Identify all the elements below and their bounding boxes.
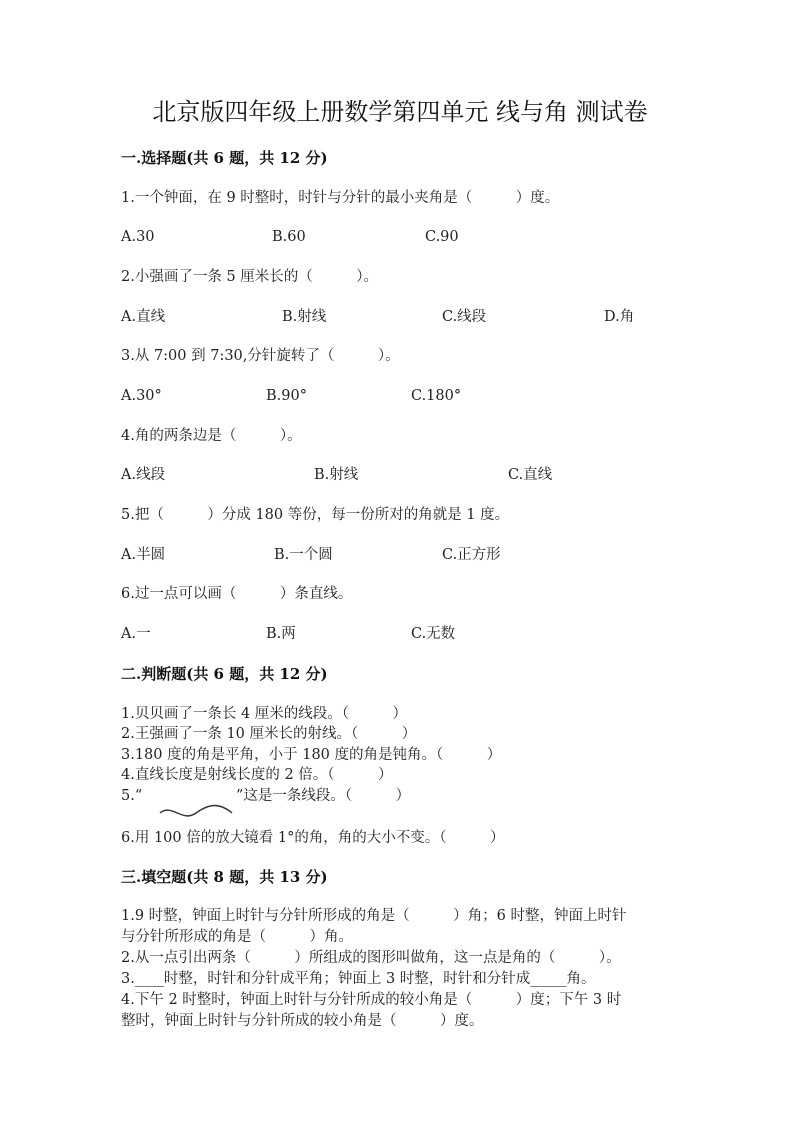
option: C.直线 (508, 467, 553, 483)
option: A.30 (121, 229, 155, 245)
fill-line: 1.9 时整，钟面上时针与分针所形成的角是（ ）角；6 时整，钟面上时针 (121, 908, 627, 924)
option: D.角 (604, 309, 635, 325)
fill-line: 与分针所形成的角是（ ）角。 (121, 929, 353, 945)
option: B.60 (272, 229, 306, 245)
judge-item: 6.用 100 倍的放大镜看 1°的角，角的大小不变。（ ） (121, 830, 505, 846)
option: A.半圆 (121, 547, 166, 563)
option: A.30° (121, 388, 162, 404)
option: C.90 (425, 229, 459, 245)
judge-item: 4.直线长度是射线长度的 2 倍。（ ） (121, 767, 393, 783)
option: A.直线 (121, 309, 166, 325)
question-stem: 6.过一点可以画（ ）条直线。 (121, 586, 353, 602)
question-stem: 5.把（ ）分成 180 等份，每一份所对的角就是 1 度。 (121, 507, 510, 523)
judge-item: 3.180 度的角是平角，小于 180 度的角是钝角。（ ） (121, 747, 502, 763)
fill-line: 3.____时整，时针和分针成平角；钟面上 3 时整，时针和分针成_____角。 (121, 971, 596, 987)
judge-item: 2.王强画了一条 10 厘米长的射线。（ ） (121, 726, 417, 742)
fill-line: 4.下午 2 时整时，钟面上时针与分针所成的较小角是（ ）度；下午 3 时 (121, 992, 622, 1008)
option: B.一个圆 (274, 547, 333, 563)
page-title: 北京版四年级上册数学第四单元 线与角 测试卷 (152, 98, 648, 126)
question-stem: 4.角的两条边是（ ）。 (121, 428, 302, 444)
option: C.无数 (411, 626, 456, 642)
option: C.正方形 (442, 547, 501, 563)
section-heading-fill: 三.填空题(共 8 题，共 13 分) (121, 868, 328, 886)
option: B.90° (266, 388, 307, 404)
option: B.两 (266, 626, 296, 642)
judge-item-5-suffix: ”这是一条线段。（ ） (236, 788, 411, 804)
judge-item-5-prefix: 5.“ (121, 788, 143, 804)
question-stem: 1.一个钟面，在 9 时整时，时针与分针的最小夹角是（ ）度。 (121, 190, 560, 206)
judge-item: 1.贝贝画了一条长 4 厘米的线段。（ ） (121, 706, 408, 722)
option: C.180° (411, 388, 462, 404)
option: A.一 (121, 626, 151, 642)
fill-line: 整时，钟面上时针与分针所成的较小角是（ ）度。 (121, 1013, 484, 1029)
section-heading-judge: 二.判断题(共 6 题，共 12 分) (121, 665, 328, 683)
question-stem: 2.小强画了一条 5 厘米长的（ ）。 (121, 269, 379, 285)
fill-line: 2.从一点引出两条（ ）所组成的图形叫做角，这一点是角的（ ）。 (121, 950, 621, 966)
wavy-line-figure (158, 804, 234, 824)
option: B.射线 (314, 467, 359, 483)
option: A.线段 (121, 467, 166, 483)
option: B.射线 (282, 309, 327, 325)
section-heading-choice: 一.选择题(共 6 题，共 12 分) (121, 149, 328, 167)
option: C.线段 (442, 309, 487, 325)
question-stem: 3.从 7:00 到 7:30,分针旋转了（ ）。 (121, 348, 400, 364)
